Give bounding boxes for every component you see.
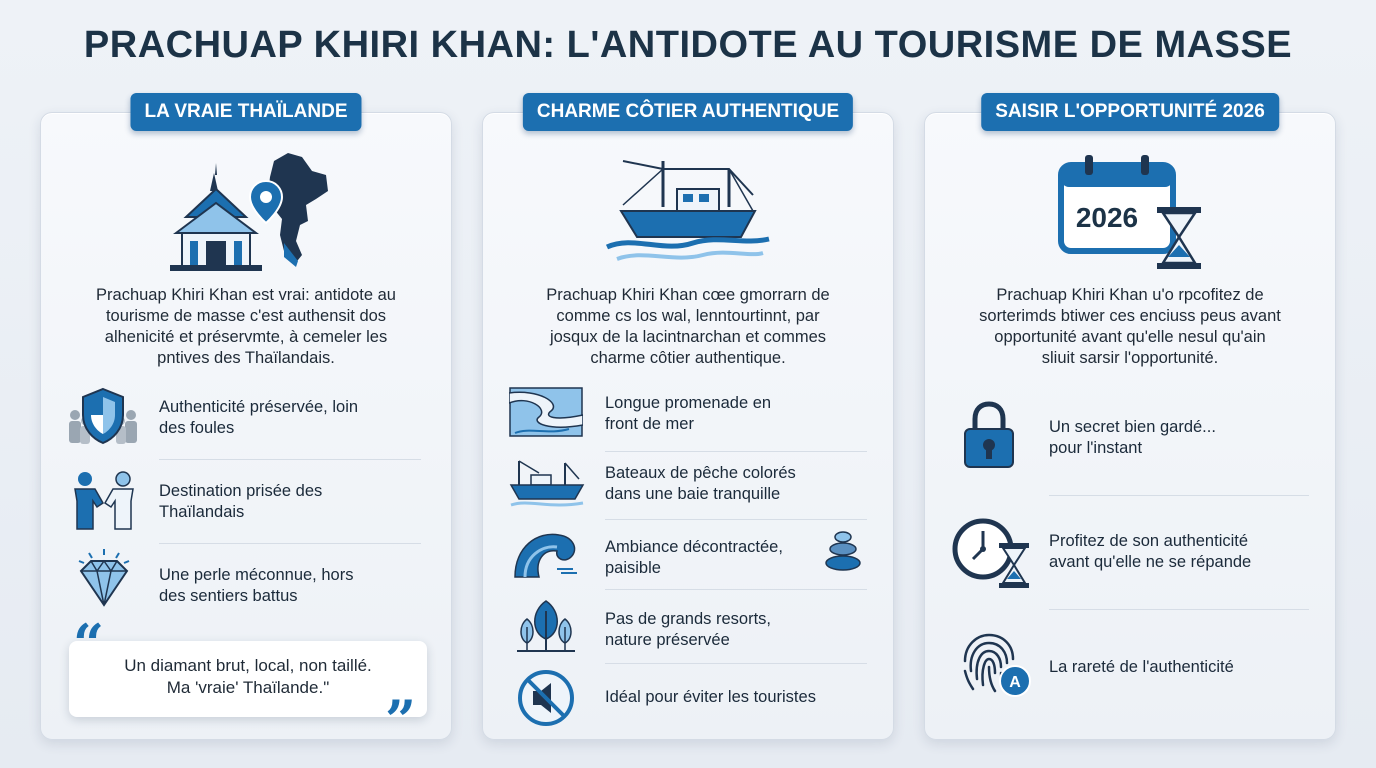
clock-hourglass-icon <box>951 513 1031 589</box>
intro-text: Prachuap Khiri Khan est vrai: antidote au tourisme de masse c'est authensit dos alhenicité et préservmte, à cemeler les pntives des Thaïlandais. <box>96 286 396 367</box>
zen-stones-icon <box>821 529 865 579</box>
feature-profitez: Profitez de son authenticité avant qu'elle ne se répande <box>1049 532 1252 571</box>
feature-promenade: Longue promenade en front de mer <box>605 394 772 433</box>
feature-rarete: La rareté de l'authenticité <box>1049 658 1234 676</box>
column-opportunite <box>924 101 1336 740</box>
feature-nature: Pas de grands resorts, nature préservée <box>605 610 771 649</box>
divider <box>605 663 867 664</box>
calendar-hourglass-icon <box>1055 151 1205 273</box>
promenade-icon <box>509 387 583 437</box>
page-title: PRACHUAP KHIRI KHAN: L'ANTIDOTE AU TOURISME DE MASSE <box>83 24 1293 66</box>
padlock-icon <box>961 401 1017 471</box>
quote-box: Un diamant brut, local, non taillé. Ma 'vraie' Thaïlande." <box>69 641 427 717</box>
trees-icon <box>515 597 577 655</box>
calendar-year: 2026 <box>1075 202 1139 233</box>
diamond-icon <box>71 547 137 611</box>
feature-secret: Un secret bien gardé... pour l'instant <box>1049 418 1216 457</box>
no-noise-icon <box>517 669 575 727</box>
feature-eviter: Idéal pour éviter les touristes <box>605 688 816 706</box>
handshake-icon <box>69 469 139 533</box>
fingerprint-icon <box>957 631 1033 701</box>
quote-close-icon: ” <box>385 688 417 752</box>
feature-ambiance: Ambiance décontractée, paisible <box>605 538 783 577</box>
divider <box>605 589 867 590</box>
intro-text: Prachuap Khiri Khan u'o rpcofitez de sorterimds btiwer ces enciuss peus avant opportunité avant qu'elle nesul qu'ain sliuit sarsir l'opportunité. <box>979 286 1281 367</box>
thai-temple-map-icon <box>156 143 336 273</box>
column-charme-cotier <box>482 101 894 740</box>
divider <box>159 543 421 544</box>
feature-authenticite: Authenticité préservée, loin des foules <box>159 398 359 437</box>
intro-text: Prachuap Khiri Khan cœe gmorrarn de comme cs los wal, lenntourtinnt, par josqux de la lacintnarchan et commes charme côtier authentique. <box>546 286 830 367</box>
column-badge: SAISIR L'OPPORTUNITÉ 2026 <box>981 93 1279 131</box>
divider <box>605 519 867 520</box>
fishing-boats-icon <box>509 459 585 509</box>
svg-text:A: A <box>1009 674 1021 691</box>
divider <box>1049 609 1309 610</box>
column-vraie-thailande <box>40 101 452 752</box>
divider <box>605 451 867 452</box>
feature-bateaux: Bateaux de pêche colorés dans une baie tranquille <box>605 464 796 503</box>
fishing-boat-icon <box>603 155 773 265</box>
column-badge: CHARME CÔTIER AUTHENTIQUE <box>523 93 853 131</box>
divider <box>159 459 421 460</box>
shield-crowd-icon <box>63 385 143 451</box>
feature-destination: Destination prisée des Thaïlandais <box>159 482 323 521</box>
column-badge: LA VRAIE THAÏLANDE <box>130 93 361 131</box>
divider <box>1049 495 1309 496</box>
feature-perle: Une perle méconnue, hors des sentiers battus <box>159 566 354 605</box>
wave-icon <box>513 527 579 581</box>
